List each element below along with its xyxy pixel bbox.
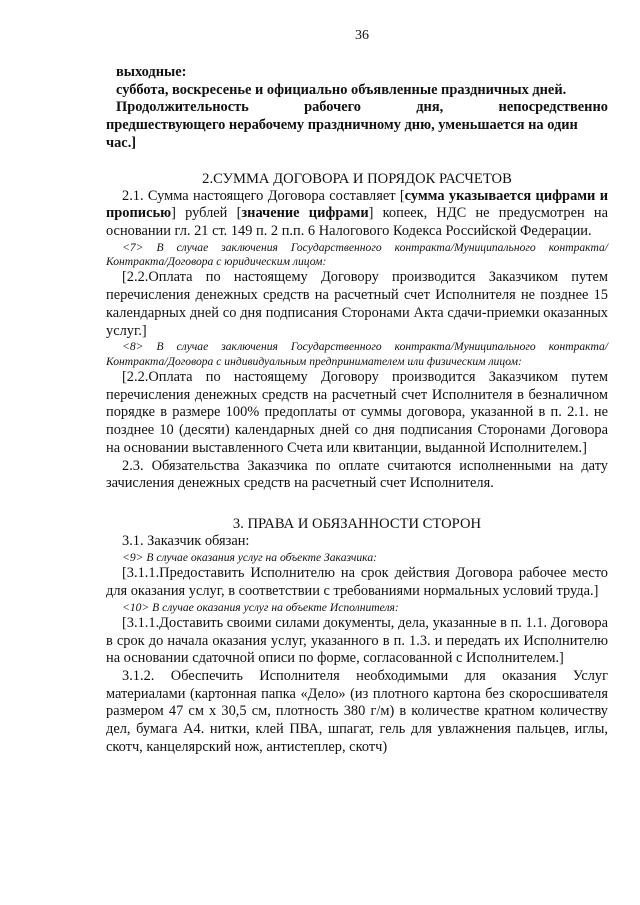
clause-2-1 [106,188,608,241]
note-10: <10> В случае оказания услуг на объекте Исполнителя: [122,600,399,614]
clause-2-1-text-a: 2.1. Сумма настоящего Договора составляет [ [122,187,405,204]
intro-block [106,64,608,153]
intro-line-5: час.] [106,134,137,151]
page-number: 36 [355,28,369,43]
note-7: <7> В случае заключения Государственного контракта/Муниципального контракта/Контракта/Договора с юридическим лицом: [106,240,608,269]
clause-3-1-1-variant-a: [3.1.1.Предоставить Исполнителю на срок действия Договора рабочее место для оказания услуг, в соответствии с требованиями нормальных условий труда.] [106,565,608,599]
clause-3-1: 3.1. Заказчик обязан: [122,532,250,549]
intro-line-1: выходные: [116,64,187,80]
clause-2-3: 2.3. Обязательства Заказчика по оплате считаются исполненными на дату зачисления денежных средств на расчетный счет Исполнителя. [106,457,608,492]
note-8: <8> В случае заключения Государственного контракта/Муниципального контракта/Контракта/Договора с индивидуальным предпринимателем или физическим лицом: [106,340,608,368]
clause-2-2-variant-b: [2.2.Оплата по настоящему Договору производится Заказчиком путем перечисления денежных средств на расчетный счет Исполнителя в безналичном порядке в размере 100% предоплаты от суммы договора, указанной в п. 2.1. не позднее 10 (десяти) календарных дней со дня подписания Сторонами Договора на основании выставленного Счета или квитанции, выданной Исполнителем.] [106,369,608,456]
clause-3-1-2: 3.1.2. Обеспечить Исполнителя необходимыми для оказания Услуг материалами (картонная папка «Дело» (из плотного картона без скоросшивателя размером 47 см х 30,5 см, плотность 380 г/м) в количестве кратном количеству дел, бумага А4. нитки, клей ПВА, шпагат, гель для увлажнения пальцев, иглы, скотч, канцелярский нож, антистеплер, скотч) [106,668,608,755]
clause-2-2-variant-a: [2.2.Оплата по настоящему Договору производится Заказчиком путем перечисления денежных средств на расчетный счет Исполнителя не позднее 15 календарных дней со дня подписания Сторонами Акта сдачи-приемки оказанных услуг.] [106,269,608,339]
clause-2-1-text-c: ] рублей [ [171,205,242,222]
intro-line-2: суббота, воскресенье и официально объявленные праздничных дней. [116,81,567,98]
section-2 [106,170,608,493]
clause-2-1-text-e: ] копеек, НДС не предусмотрен на основании гл. 21 ст. 149 п. 2 п.п. 6 Налогового Кодекса Российской Федерации. [106,205,608,239]
intro-word-3: дня, [416,99,444,116]
section-3-title: 3. ПРАВА И ОБЯЗАННОСТИ СТОРОН [232,515,482,532]
section-2-title: 2.СУММА ДОГОВОРА И ПОРЯДОК РАСЧЕТОВ [202,170,512,187]
intro-word-4: непосредственно [498,99,608,116]
section-3 [106,515,608,757]
intro-word-1: Продолжительность [116,99,249,116]
intro-word-2: рабочего [304,99,361,116]
note-9: <9> В случае оказания услуг на объекте Заказчика: [122,550,377,564]
clause-2-1-placeholder-kopecks: значение цифрами [241,205,369,222]
intro-line-4: предшествующего нерабочему праздничному дню, уменьшается на один [106,117,578,134]
clause-2-1-placeholder-amount: сумма указывается цифрами и прописью [106,187,608,222]
intro-line-3 [116,99,608,117]
clause-3-1-1-variant-b: [3.1.1.Доставить своими силами документы, дела, указанные в п. 1.1. Договора в срок до начала оказания услуг, указанного в п. 1.3. и передать их Исполнителю на основании сдаточной описи по форме, согласованной с Исполнителем.] [106,614,608,667]
